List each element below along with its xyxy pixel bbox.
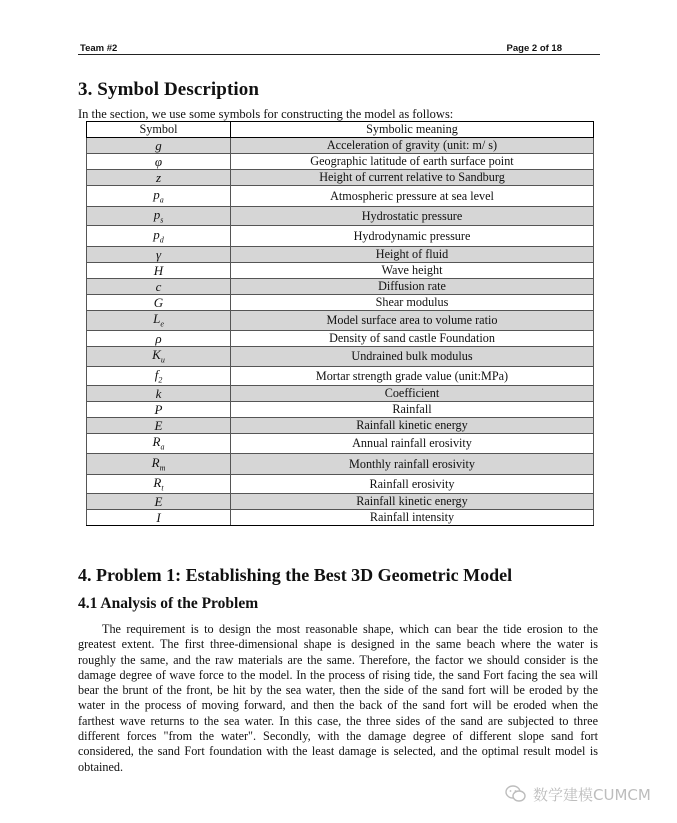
table-row	[87, 347, 594, 367]
symbol-subscript: u	[160, 355, 165, 365]
symbol-subscript: m	[159, 463, 166, 473]
symbol-base: p	[153, 206, 161, 222]
table-row	[87, 367, 594, 386]
symbol-base: p	[153, 226, 160, 242]
watermark-text: 数学建模CUMCM	[533, 785, 651, 804]
table-row	[87, 154, 594, 170]
meaning-cell: Wave height	[231, 263, 594, 279]
symbol-subscript: a	[159, 195, 164, 205]
symbol-cell	[87, 207, 231, 226]
table-row	[87, 331, 594, 347]
symbol-cell	[87, 402, 231, 418]
symbol-base: G	[153, 295, 164, 310]
section-3-intro: In the section, we use some symbols for constructing the model as follows:	[78, 107, 454, 121]
table-row	[87, 454, 594, 475]
symbol-subscript: d	[159, 235, 164, 245]
section-3-title: 3. Symbol Description	[78, 79, 260, 100]
symbol-cell	[87, 475, 231, 494]
meaning-cell: Model surface area to volume ratio	[231, 311, 594, 331]
symbol-subscript: s	[160, 215, 164, 225]
symbol-base: ρ	[155, 331, 162, 346]
symbol-base: P	[154, 402, 163, 417]
subsection-4-1-title: 4.1 Analysis of the Problem	[78, 595, 259, 612]
symbol-base: f	[154, 366, 159, 382]
meaning-cell: Atmospheric pressure at sea level	[231, 186, 594, 207]
symbol-cell	[87, 510, 231, 526]
meaning-cell: Density of sand castle Foundation	[231, 331, 594, 347]
symbol-base: k	[155, 386, 162, 401]
table-header-row	[87, 122, 594, 138]
meaning-cell: Coefficient	[231, 386, 594, 402]
column-header-symbol: Symbol	[87, 122, 231, 138]
symbol-cell	[87, 311, 231, 331]
symbol-subscript: t	[161, 483, 164, 493]
page-number: Page 2 of 18	[506, 43, 562, 54]
symbol-base: φ	[154, 154, 163, 169]
symbol-cell	[87, 263, 231, 279]
team-label: Team #2	[80, 43, 118, 54]
symbol-base: g	[155, 138, 162, 153]
meaning-cell: Geographic latitude of earth surface point	[231, 154, 594, 170]
symbol-base: c	[155, 279, 162, 294]
symbol-base: E	[154, 494, 163, 509]
symbol-base: γ	[155, 247, 162, 262]
symbol-base: H	[153, 263, 164, 278]
meaning-cell: Height of current relative to Sandburg	[231, 170, 594, 186]
table-row	[87, 186, 594, 207]
symbol-base: R	[152, 434, 161, 450]
table-row	[87, 418, 594, 434]
symbol-base: R	[151, 454, 160, 470]
meaning-cell: Rainfall kinetic energy	[231, 494, 594, 510]
symbol-base: p	[153, 186, 160, 202]
meaning-cell: Mortar strength grade value (unit:MPa)	[231, 367, 594, 386]
symbol-cell	[87, 226, 231, 247]
symbol-cell	[87, 454, 231, 475]
meaning-cell: Acceleration of gravity (unit: m/ s)	[231, 138, 594, 154]
symbol-base: z	[155, 170, 162, 185]
symbol-base: L	[153, 311, 161, 327]
table-row	[87, 279, 594, 295]
table-row	[87, 494, 594, 510]
symbol-subscript: e	[160, 319, 164, 329]
symbol-cell	[87, 418, 231, 434]
symbol-base: E	[154, 418, 163, 433]
table-row	[87, 311, 594, 331]
table-row	[87, 263, 594, 279]
section-4-title: 4. Problem 1: Establishing the Best 3D Geometric Model	[78, 565, 513, 585]
symbol-cell	[87, 434, 231, 454]
column-header-meaning: Symbolic meaning	[231, 122, 594, 138]
symbol-subscript: 2	[158, 375, 163, 385]
symbol-cell	[87, 279, 231, 295]
symbol-table-body	[87, 138, 594, 526]
symbol-base: I	[156, 510, 161, 525]
wechat-logo-icon	[505, 784, 527, 804]
symbol-base: K	[152, 347, 161, 363]
meaning-cell: Rainfall	[231, 402, 594, 418]
table-row	[87, 510, 594, 526]
symbol-cell	[87, 367, 231, 386]
table-row	[87, 295, 594, 311]
table-row	[87, 170, 594, 186]
meaning-cell: Rainfall kinetic energy	[231, 418, 594, 434]
meaning-cell: Undrained bulk modulus	[231, 347, 594, 367]
meaning-cell: Rainfall erosivity	[231, 475, 594, 494]
meaning-cell: Diffusion rate	[231, 279, 594, 295]
symbol-subscript: a	[160, 442, 165, 452]
table-row	[87, 226, 594, 247]
symbol-cell	[87, 170, 231, 186]
table-row	[87, 207, 594, 226]
symbol-cell	[87, 154, 231, 170]
table-row	[87, 247, 594, 263]
watermark	[505, 783, 651, 805]
table-row	[87, 434, 594, 454]
meaning-cell: Rainfall intensity	[231, 510, 594, 526]
symbol-cell	[87, 138, 231, 154]
meaning-cell: Height of fluid	[231, 247, 594, 263]
table-row	[87, 386, 594, 402]
symbol-cell	[87, 295, 231, 311]
symbol-cell	[87, 186, 231, 207]
meaning-cell: Shear modulus	[231, 295, 594, 311]
page-header	[78, 40, 600, 55]
symbol-cell	[87, 247, 231, 263]
symbol-cell	[87, 494, 231, 510]
analysis-paragraph: The requirement is to design the most reasonable shape, which can bear the tide erosion to the greatest extent. The first three-dimensional shape is designed in the same beach where the water is roughly the same, and the raw materials are the same. Therefore, the factor we should consider is the damage degree of wave force to the model. In the process of rising tide, the sand Fort facing the sea will bear the brunt of the front, be hit by the sea water, then the side of the sand fort will be eroded by the water in the process of moving forward, and then the back of the sand fort will be eroded when the farthest wave returns to the sea water. In this case, the three sides of the sand are subjected to three different forces "from the water". Secondly, with the damage degree of different slope sand fort considered, the sand Fort foundation with the least damage is selected, and the optimal result model is obtained.	[78, 622, 598, 774]
table-row	[87, 402, 594, 418]
symbol-table	[86, 121, 594, 526]
meaning-cell: Monthly rainfall erosivity	[231, 454, 594, 475]
table-row	[87, 475, 594, 494]
symbol-cell	[87, 386, 231, 402]
meaning-cell: Annual rainfall erosivity	[231, 434, 594, 454]
symbol-cell	[87, 331, 231, 347]
symbol-base: R	[153, 474, 162, 490]
symbol-cell	[87, 347, 231, 367]
table-row	[87, 138, 594, 154]
meaning-cell: Hydrodynamic pressure	[231, 226, 594, 247]
meaning-cell: Hydrostatic pressure	[231, 207, 594, 226]
